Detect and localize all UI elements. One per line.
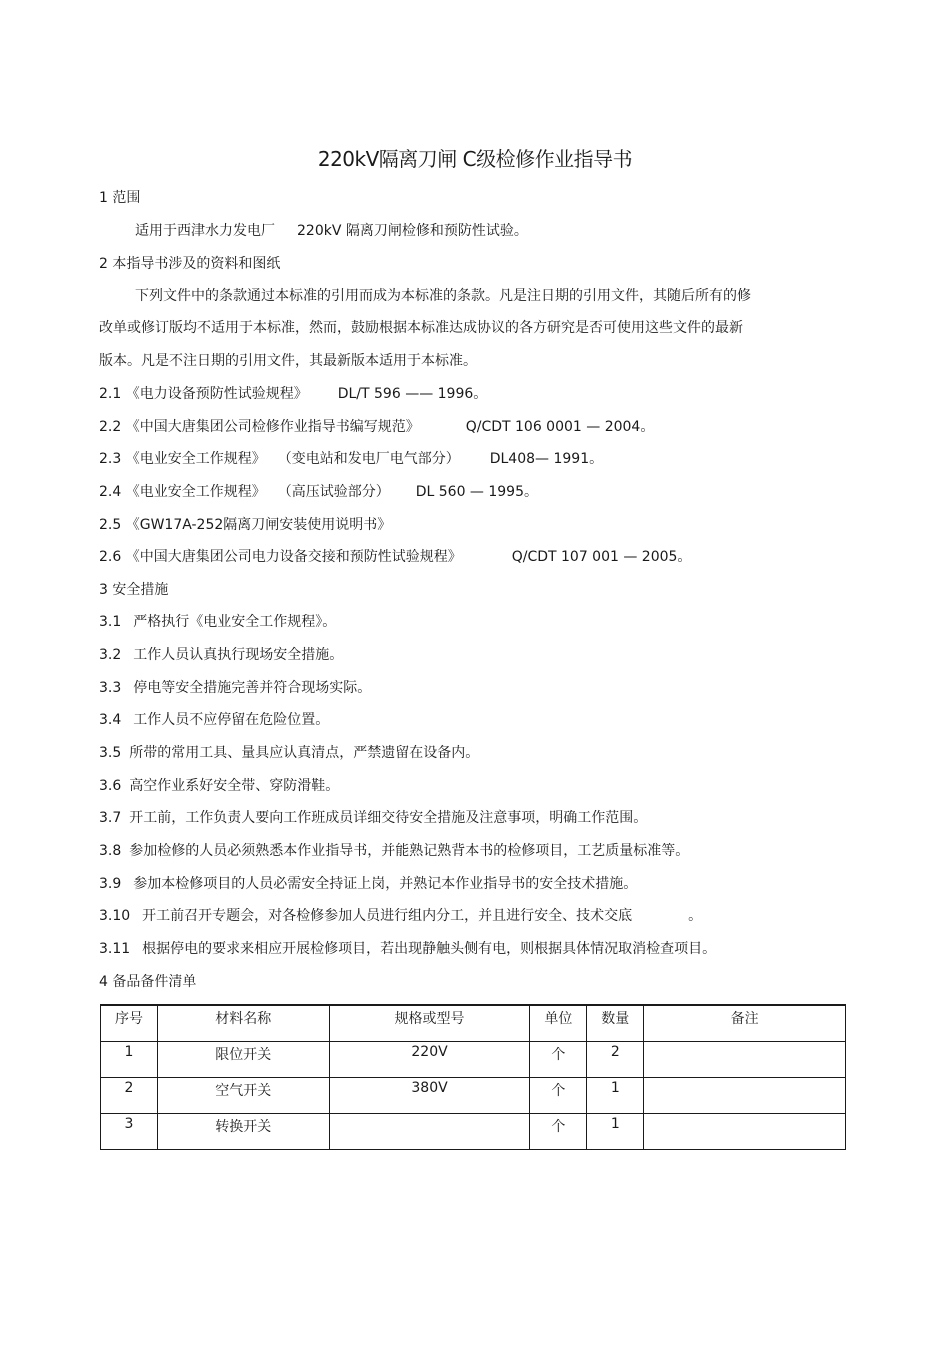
column-header: 单位	[530, 1005, 587, 1042]
safety-item: 3.11 根据停电的要求来相应开展检修项目，若出现静触头侧有电，则根据具体情况取消检查项目。	[99, 941, 717, 957]
section-1-body-a: 适用于西津水力发电厂	[135, 223, 275, 239]
section-2-para-line-1: 下列文件中的条款通过本标准的引用而成为本标准的条款。凡是注日期的引用文件，其随后所有的修	[135, 288, 751, 304]
column-header: 规格或型号	[329, 1005, 530, 1042]
table-row	[101, 1042, 846, 1078]
table-row	[101, 1114, 846, 1150]
section-2-para-line-2: 改单或修订版均不适用于本标准，然而，鼓励根据本标准达成协议的各方研究是否可使用这些文件的最新	[99, 320, 743, 336]
safety-item: 3.5 所带的常用工具、量具应认真清点，严禁遗留在设备内。	[99, 745, 480, 761]
section-2-heading: 2 本指导书涉及的资料和图纸	[99, 256, 281, 272]
section-2-para-line-3: 版本。凡是不注日期的引用文件，其最新版本适用于本标准。	[99, 353, 477, 369]
table-cell: 个	[530, 1078, 587, 1114]
safety-item: 3.3 停电等安全措施完善并符合现场实际。	[99, 680, 372, 696]
spare-parts-table	[100, 1004, 846, 1150]
section-1-body	[135, 221, 528, 241]
table-cell	[329, 1114, 530, 1150]
reference-item: 2.1 《电力设备预防性试验规程》 DL/T 596 —— 1996。	[99, 386, 488, 402]
safety-item: 3.2 工作人员认真执行现场安全措施。	[99, 647, 344, 663]
reference-item: 2.2 《中国大唐集团公司检修作业指导书编写规范》 Q/CDT 106 0001 — 2004。	[99, 419, 655, 435]
reference-item: 2.3 《电业安全工作规程》 （变电站和发电厂电气部分） DL408— 1991。	[99, 451, 604, 467]
table-cell: 2	[101, 1078, 158, 1114]
table-cell: 转换开关	[157, 1114, 329, 1150]
table-cell: 1	[587, 1078, 644, 1114]
safety-item: 3.7 开工前，工作负责人要向工作班成员详细交待安全措施及注意事项，明确工作范围。	[99, 810, 648, 826]
section-3-heading: 3 安全措施	[99, 582, 169, 598]
reference-item: 2.6 《中国大唐集团公司电力设备交接和预防性试验规程》 Q/CDT 107 001 — 2005。	[99, 549, 692, 565]
table-row	[101, 1078, 846, 1114]
section-4-heading: 4 备品备件清单	[99, 974, 197, 990]
safety-item: 3.4 工作人员不应停留在危险位置。	[99, 712, 330, 728]
table-cell: 1	[587, 1114, 644, 1150]
safety-item: 3.9 参加本检修项目的人员必需安全持证上岗，并熟记本作业指导书的安全技术措施。	[99, 876, 638, 892]
table-cell: 2	[587, 1042, 644, 1078]
table-cell: 个	[530, 1114, 587, 1150]
safety-item: 3.6 高空作业系好安全带、穿防滑鞋。	[99, 778, 340, 794]
table-cell: 3	[101, 1114, 158, 1150]
table-cell	[644, 1078, 846, 1114]
safety-item: 3.8 参加检修的人员必须熟悉本作业指导书，并能熟记熟背本书的检修项目，工艺质量标准等。	[99, 843, 690, 859]
column-header: 数量	[587, 1005, 644, 1042]
table-cell: 380V	[329, 1078, 530, 1114]
safety-item: 3.10 开工前召开专题会，对各检修参加人员进行组内分工，并且进行安全、技术交底 。	[99, 908, 703, 924]
table-cell	[644, 1042, 846, 1078]
table-cell: 220V	[329, 1042, 530, 1078]
safety-item: 3.1 严格执行《电业安全工作规程》。	[99, 614, 337, 630]
table-cell: 空气开关	[157, 1078, 329, 1114]
reference-item: 2.4 《电业安全工作规程》 （高压试验部分） DL 560 — 1995。	[99, 484, 538, 500]
reference-item: 2.5 《GW17A-252隔离刀闸安装使用说明书》	[99, 517, 392, 533]
table-cell: 限位开关	[157, 1042, 329, 1078]
table-header-row	[101, 1005, 846, 1042]
document-title: 220kV隔离刀闸 C级检修作业指导书	[317, 147, 633, 171]
table-cell: 1	[101, 1042, 158, 1078]
table-cell	[644, 1114, 846, 1150]
section-1-heading: 1 范围	[99, 190, 141, 206]
section-1-body-b: 220kV 隔离刀闸检修和预防性试验。	[297, 223, 528, 239]
table-cell: 个	[530, 1042, 587, 1078]
column-header: 备注	[644, 1005, 846, 1042]
column-header: 序号	[101, 1005, 158, 1042]
column-header: 材料名称	[157, 1005, 329, 1042]
